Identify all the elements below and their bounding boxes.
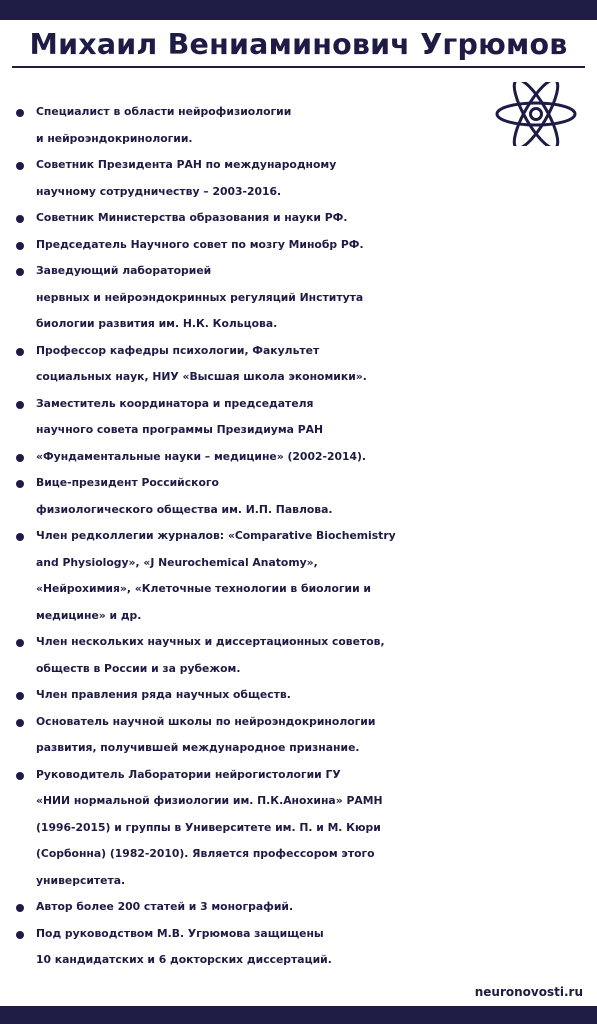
list-item	[0, 258, 597, 338]
page-title: Михаил Вениаминович Угрюмов	[29, 28, 568, 61]
list-item	[0, 99, 597, 152]
list-item-line: Председатель Научного совет по мозгу Минобр РФ.	[36, 237, 364, 251]
list-item	[0, 682, 597, 709]
list-item-line: Член редколлегии журналов: «Comparative Biochemistry	[36, 529, 396, 542]
list-item-line: (1996-2015) и группы в Университете им. П. и М. Кюри	[36, 820, 381, 834]
list-item-line: Профессор кафедры психологии, Факультет	[36, 343, 320, 357]
bullet-icon	[16, 772, 24, 780]
bullet-icon	[16, 109, 24, 117]
list-item	[0, 205, 597, 232]
list-item-line: Член правления ряда научных обществ.	[36, 688, 291, 701]
list-item-line: обществ в России и за рубежом.	[36, 661, 241, 675]
list-item	[0, 338, 597, 391]
list-item	[0, 629, 597, 682]
list-item-line: научному сотрудничеству – 2003-2016.	[36, 184, 282, 198]
top-bar	[0, 0, 597, 20]
list-item-line: (Сорбонна) (1982-2010). Является профессором этого	[36, 847, 375, 860]
list-item-line: биологии развития им. Н.К. Кольцова.	[36, 317, 278, 330]
list-item-line: Основатель научной школы по нейроэндокринологии	[36, 714, 376, 728]
list-item-line: and Physiology», «J Neurochemical Anatomy»,	[36, 555, 318, 569]
list-item	[0, 152, 597, 205]
list-item-line: медицине» и др.	[36, 608, 142, 622]
list-item-line: Заместитель координатора и председателя	[36, 396, 314, 410]
bullet-icon	[16, 904, 24, 912]
list-item	[0, 709, 597, 762]
list-item-line: Под руководством М.В. Угрюмова защищены	[36, 926, 324, 940]
bullet-icon	[16, 931, 24, 939]
list-item-line: Член нескольких научных и диссертационных советов,	[36, 635, 385, 648]
list-item-line: 10 кандидатских и 6 докторских диссертаций.	[36, 953, 332, 966]
list-item	[0, 232, 597, 259]
bottom-bar	[0, 1006, 597, 1024]
title-underline	[12, 66, 585, 68]
list-item-line: развития, получившей международное признание.	[36, 741, 360, 754]
bullet-icon	[16, 480, 24, 488]
list-item	[0, 523, 597, 629]
list-item-line: Вице-президент Российского	[36, 476, 219, 489]
list-item-line: Автор более 200 статей и 3 монографий.	[36, 900, 294, 913]
bullet-icon	[16, 719, 24, 727]
list-item	[0, 762, 597, 895]
bullet-icon	[16, 242, 24, 250]
list-item	[0, 470, 597, 523]
bullet-icon	[16, 162, 24, 170]
list-item-line: Руководитель Лаборатории нейрогистологии ГУ	[36, 767, 341, 781]
bullet-icon	[16, 215, 24, 223]
list-item	[0, 444, 597, 471]
bullet-icon	[16, 533, 24, 541]
list-item-line: «Нейрохимия», «Клеточные технологии в биологии и	[36, 582, 371, 595]
list-item-line: Советник Министерства образования и науки РФ.	[36, 211, 348, 224]
list-item	[0, 894, 597, 921]
list-item-line: социальных наук, НИУ «Высшая школа экономики».	[36, 370, 367, 383]
list-item	[0, 391, 597, 444]
biography-list	[0, 99, 597, 974]
list-item-line: Специалист в области нейрофизиологии	[36, 105, 292, 118]
bullet-icon	[16, 639, 24, 647]
list-item	[0, 921, 597, 974]
list-item-line: университета.	[36, 873, 126, 887]
list-item-line: Заведующий лабораторией	[36, 264, 212, 277]
list-item-line: научного совета программы Президиума РАН	[36, 423, 324, 436]
bullet-icon	[16, 268, 24, 276]
list-item-line: нервных и нейроэндокринных регуляций Института	[36, 290, 364, 304]
bullet-icon	[16, 348, 24, 356]
bullet-icon	[16, 454, 24, 462]
list-item-line: «Фундаментальные науки – медицине» (2002-2014).	[36, 449, 367, 463]
list-item-line: физиологического общества им. И.П. Павлова.	[36, 502, 333, 516]
bullet-icon	[16, 401, 24, 409]
list-item-line: Советник Президента РАН по международному	[36, 158, 337, 171]
list-item-line: «НИИ нормальной физиологии им. П.К.Анохина» РАМН	[36, 794, 383, 807]
bullet-icon	[16, 692, 24, 700]
source-label: neuronovosti.ru	[474, 985, 583, 999]
list-item-line: и нейроэндокринологии.	[36, 131, 193, 145]
